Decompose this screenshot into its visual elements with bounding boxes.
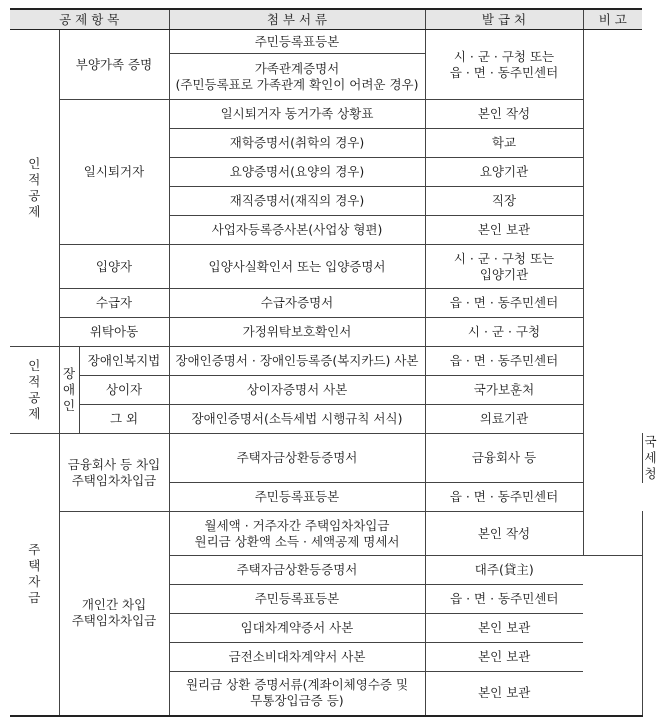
group-label-dependent: 부양가족 증명 (59, 30, 169, 100)
doc-cell: 가정위탁보호확인서 (169, 318, 425, 347)
doc-cell: 입양사실확인서 또는 입양증명서 (169, 245, 425, 289)
doc-cell: 가족관계증명서 (주민등록표로 가족관계 확인이 어려운 경우) (169, 54, 425, 100)
note-cell (583, 30, 642, 556)
section-label-personal: 인 적 공 제 (10, 30, 59, 347)
doc-cell: 월세액 · 거주자간 주택임차차입금 원리금 상환액 소득 · 세액공제 명세서 (169, 512, 425, 556)
doc-cell: 주민등록표등본 (169, 483, 425, 512)
issuer-cell: 본인 보관 (425, 672, 583, 716)
table-row (10, 512, 642, 556)
issuer-cell: 시 · 군 · 구청 또는 읍 · 면 · 동주민센터 (425, 30, 583, 100)
doc-cell: 상이자증명서 사본 (169, 376, 425, 405)
issuer-cell: 본인 보관 (425, 614, 583, 643)
group-label-veteran: 상이자 (79, 376, 169, 405)
group-label-temporary: 일시퇴거자 (59, 100, 169, 245)
table-row (10, 30, 642, 54)
doc-cell: 금전소비대차계약서 사본 (169, 643, 425, 672)
deduction-documents-table (10, 8, 657, 717)
header-issuer: 발 급 처 (425, 9, 583, 30)
disabled-label: 장 애 인 (59, 347, 79, 434)
table-row (10, 289, 642, 318)
issuer-cell: 본인 보관 (425, 216, 583, 245)
header-row (10, 9, 642, 30)
doc-cell: 장애인증명서(소득세법 시행규칙 서식) (169, 405, 425, 434)
issuer-cell: 의료기관 (425, 405, 583, 434)
doc-cell: 주택자금상환등증명서 (169, 556, 425, 585)
doc-cell: 일시퇴거자 동거가족 상황표 (169, 100, 425, 129)
issuer-cell: 본인 작성 (425, 100, 583, 129)
group-label-adoptee: 입양자 (59, 245, 169, 289)
doc-cell: 원리금 상환 증명서류(계좌이체영수증 및 무통장입금증 등) (169, 672, 425, 716)
issuer-cell: 금융회사 등 (425, 434, 583, 483)
header-deduction-item: 공 제 항 목 (10, 9, 169, 30)
header-documents: 첨 부 서 류 (169, 9, 425, 30)
issuer-cell: 읍 · 면 · 동주민센터 (425, 289, 583, 318)
doc-cell: 재학증명서(취학의 경우) (169, 129, 425, 158)
issuer-cell: 읍 · 면 · 동주민센터 (425, 347, 583, 376)
header-note: 비 고 (583, 9, 642, 30)
doc-cell: 요양증명서(요양의 경우) (169, 158, 425, 187)
section-label-housing: 주 택 자 금 (10, 434, 59, 716)
issuer-cell: 시 · 군 · 구청 (425, 318, 583, 347)
doc-cell: 재직증명서(재직의 경우) (169, 187, 425, 216)
issuer-cell: 대주(貸主) (425, 556, 583, 585)
group-label-welfare-act: 장애인복지법 (79, 347, 169, 376)
issuer-cell: 읍 · 면 · 동주민센터 (425, 585, 583, 614)
issuer-cell: 학교 (425, 129, 583, 158)
group-label-recipient: 수급자 (59, 289, 169, 318)
issuer-cell: 읍 · 면 · 동주민센터 (425, 483, 583, 512)
group-label-other: 그 외 (79, 405, 169, 434)
issuer-cell: 국가보훈처 (425, 376, 583, 405)
issuer-cell: 본인 작성 (425, 512, 583, 556)
group-label-foster: 위탁아동 (59, 318, 169, 347)
table-row (10, 318, 642, 347)
table-row: 주 택 자 금 금융회사 등 차입 주택임차차입금 주택자금상환등증명서 금융회사 등 국세청 (10, 434, 642, 483)
table-row (10, 100, 642, 129)
issuer-cell: 시 · 군 · 구청 또는 입양기관 (425, 245, 583, 289)
table-row (10, 405, 642, 434)
issuer-cell: 본인 보관 (425, 643, 583, 672)
table-row (10, 347, 642, 376)
doc-cell: 임대차계약증서 사본 (169, 614, 425, 643)
table-row (10, 245, 642, 289)
issuer-cell: 직장 (425, 187, 583, 216)
doc-cell: 수급자증명서 (169, 289, 425, 318)
doc-cell: 사업자등록증사본(사업상 형편) (169, 216, 425, 245)
issuer-cell: 요양기관 (425, 158, 583, 187)
doc-cell: 주택자금상환등증명서 (169, 434, 425, 483)
group-label-private: 개인간 차입 주택임차차입금 (59, 512, 169, 716)
doc-cell: 주민등록표등본 (169, 585, 425, 614)
table-row (10, 376, 642, 405)
doc-cell: 주민등록표등본 (169, 30, 425, 54)
doc-cell: 장애인증명서 · 장애인등록증(복지카드) 사본 (169, 347, 425, 376)
section-label-personal-disabled: 인 적 공 제 (10, 347, 59, 434)
group-label-financial: 금융회사 등 차입 주택임차차입금 (59, 434, 169, 512)
